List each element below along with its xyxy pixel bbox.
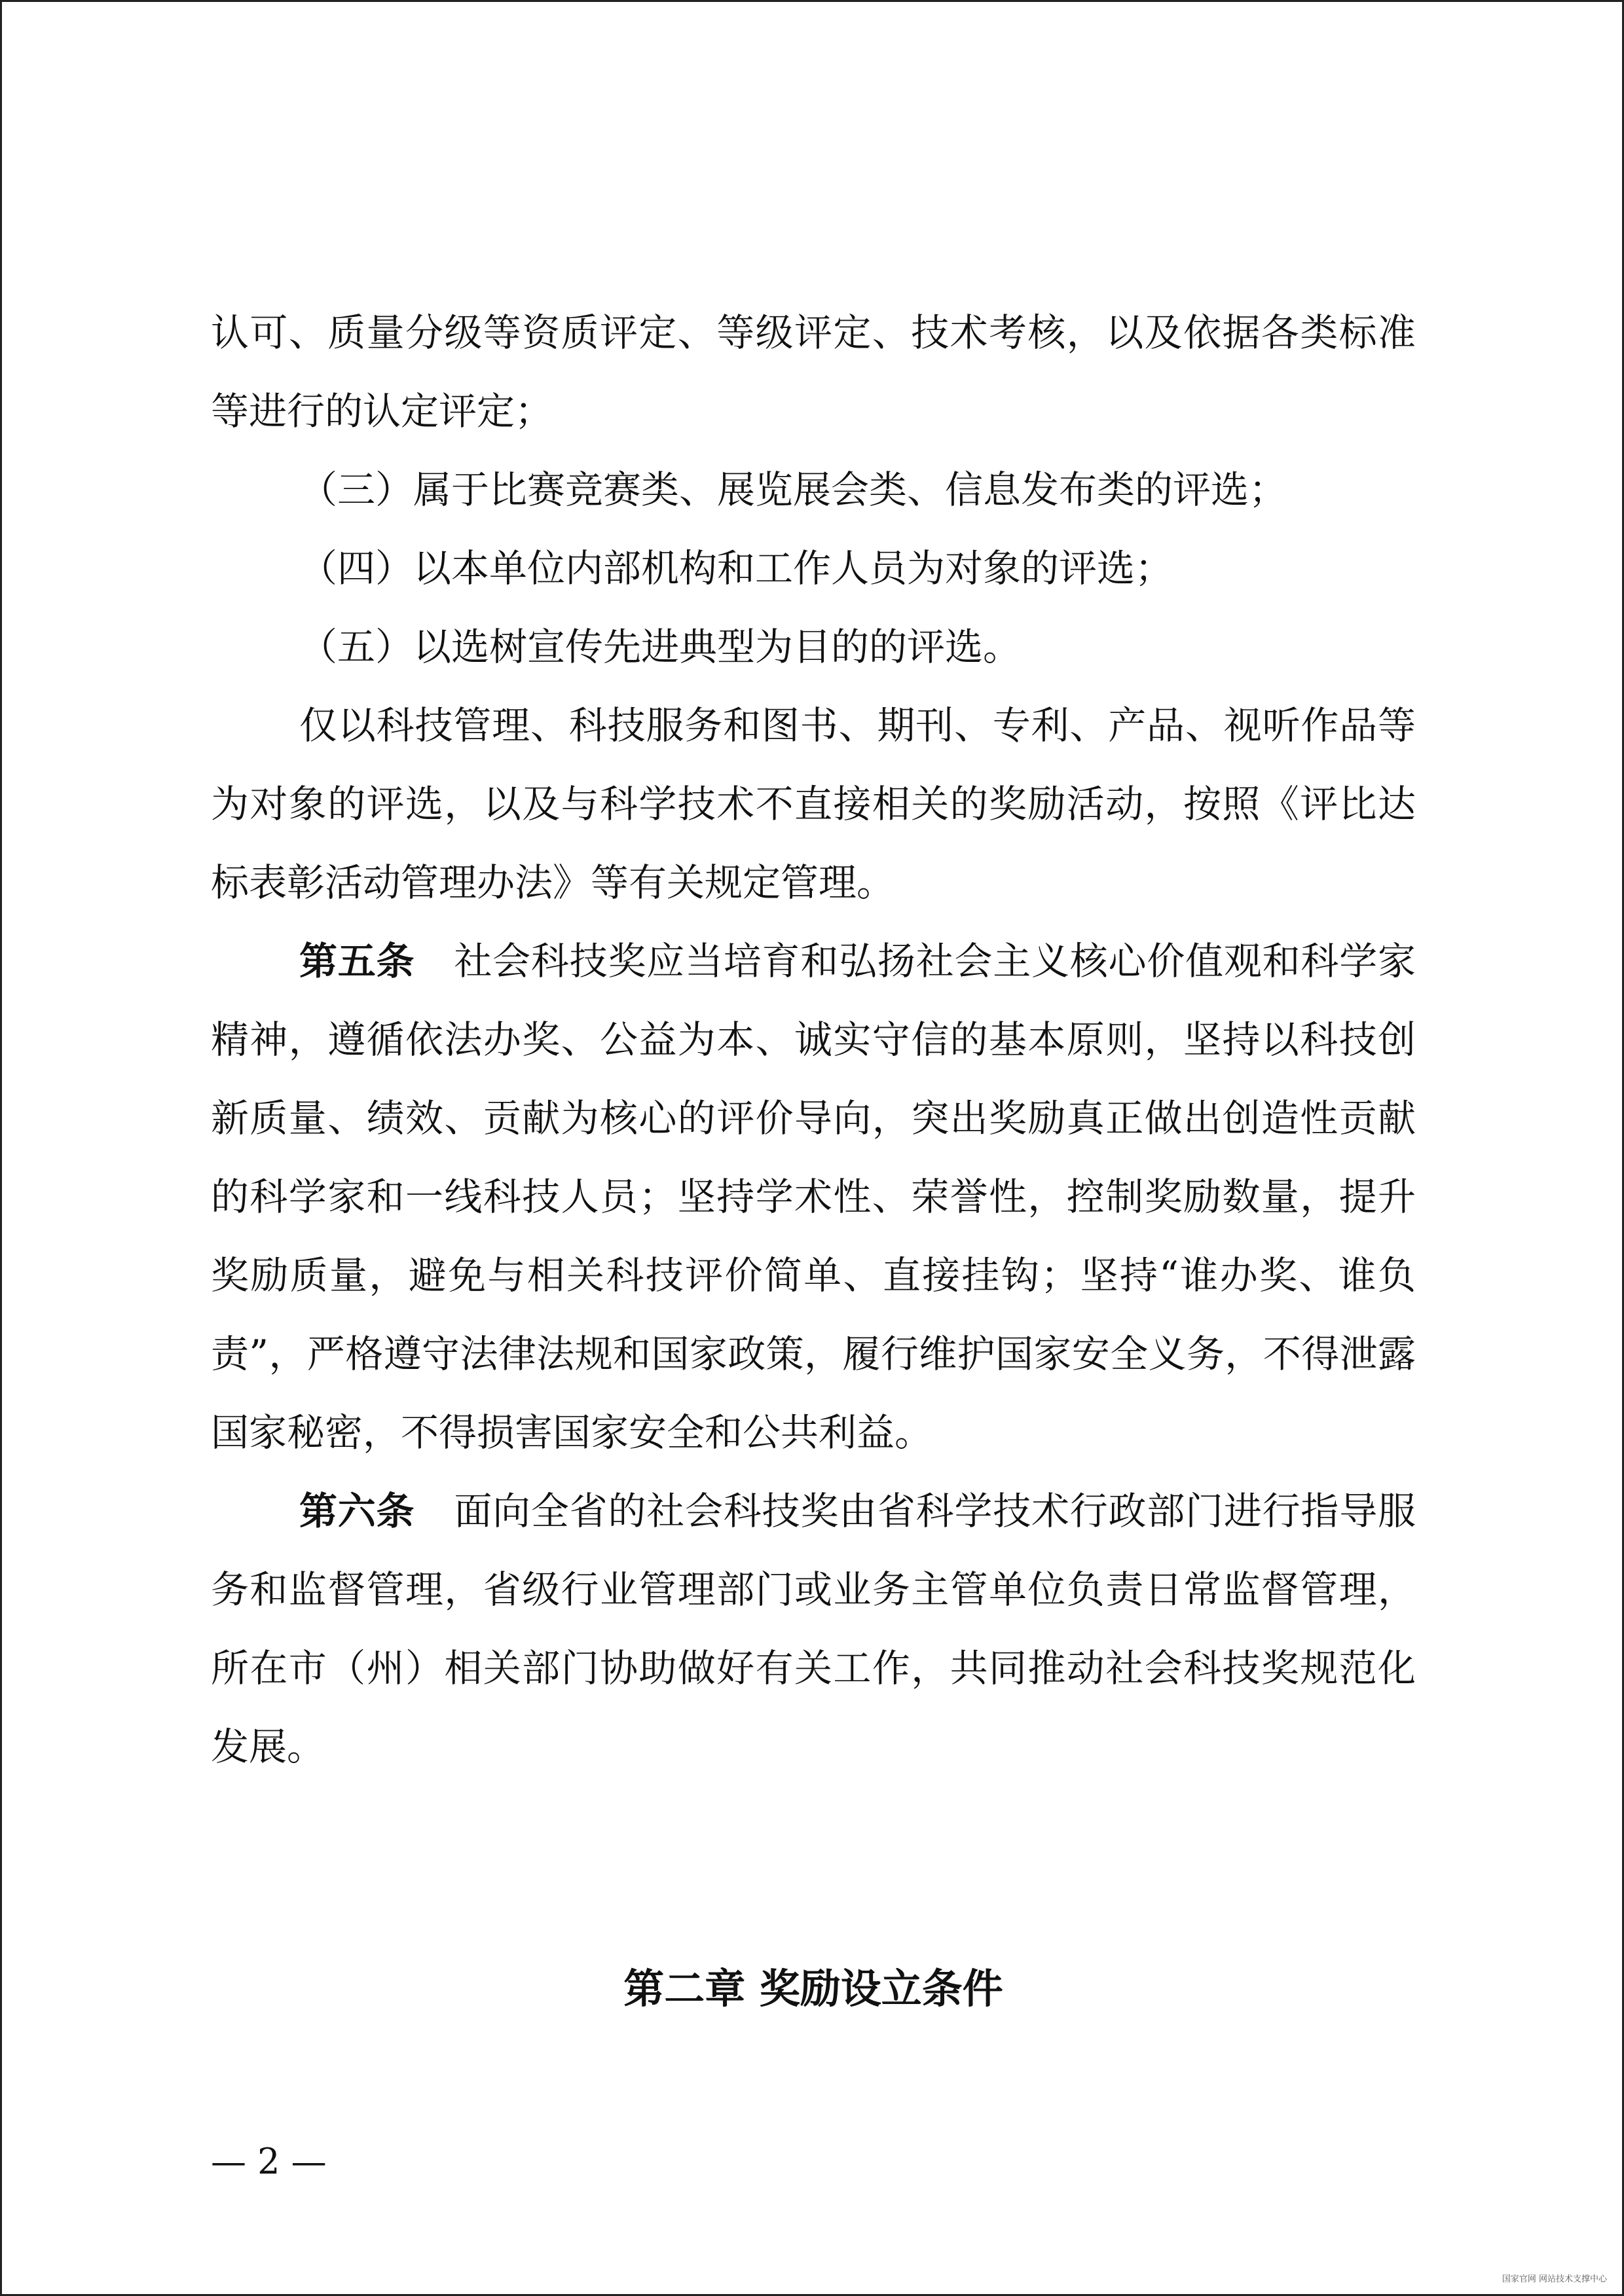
chapter-title: 第二章 奖励设立条件 <box>623 1965 1003 2013</box>
list-item-three: （三）属于比赛竞赛类、展览展会类、信息发布类的评选； <box>299 467 1287 512</box>
list-item-five: （五）以选树宣传先进典型为目的的评选。 <box>299 625 1022 669</box>
article-five-number: 第五条 <box>299 939 415 983</box>
document-body <box>211 293 1416 1786</box>
article-five <box>211 922 1416 1472</box>
article-five-text: 社会科技奖应当培育和弘扬社会主义核心价值观和科学家精神，遵循依法办奖、公益为本、诚实守信的基本原则，坚持以科技创新质量、绩效、贡献为核心的评价导向，突出奖励真正做出创造性贡献的科学家和一线科技人员；坚持学术性、荣誉性，控制奖励数量，提升奖励质量，避免与相关科技评价简单、直接挂钩；坚持“谁办奖、谁负责”，严格遵守法律法规和国家政策，履行维护国家安全义务，不得泄露国家秘密，不得损害国家安全和公共利益。 <box>211 939 1416 1455</box>
page-number: — 2 — <box>211 2141 327 2182</box>
paragraph-exclusion: 仅以科技管理、科技服务和图书、期刊、专利、产品、视听作品等为对象的评选，以及与科学技术不直接相关的奖励活动，按照《评比达标表彰活动管理办法》等有关规定管理。 <box>211 703 1416 905</box>
list-item-four: （四）以本单位内部机构和工作人员为对象的评选； <box>299 546 1173 591</box>
article-six-number: 第六条 <box>299 1489 415 1533</box>
article-six-text: 面向全省的社会科技奖由省科学技术行政部门进行指导服务和监督管理，省级行业管理部门或业务主管单位负责日常监督管理，所在市（州）相关部门协助做好有关工作，共同推动社会科技奖规范化发展。 <box>211 1489 1416 1769</box>
article-six <box>211 1472 1416 1786</box>
paragraph-continuation: 认可、质量分级等资质评定、等级评定、技术考核，以及依据各类标准等进行的认定评定； <box>211 310 1416 433</box>
footer-watermark: 国家官网 网站技术支撑中心 <box>1502 2274 1607 2284</box>
